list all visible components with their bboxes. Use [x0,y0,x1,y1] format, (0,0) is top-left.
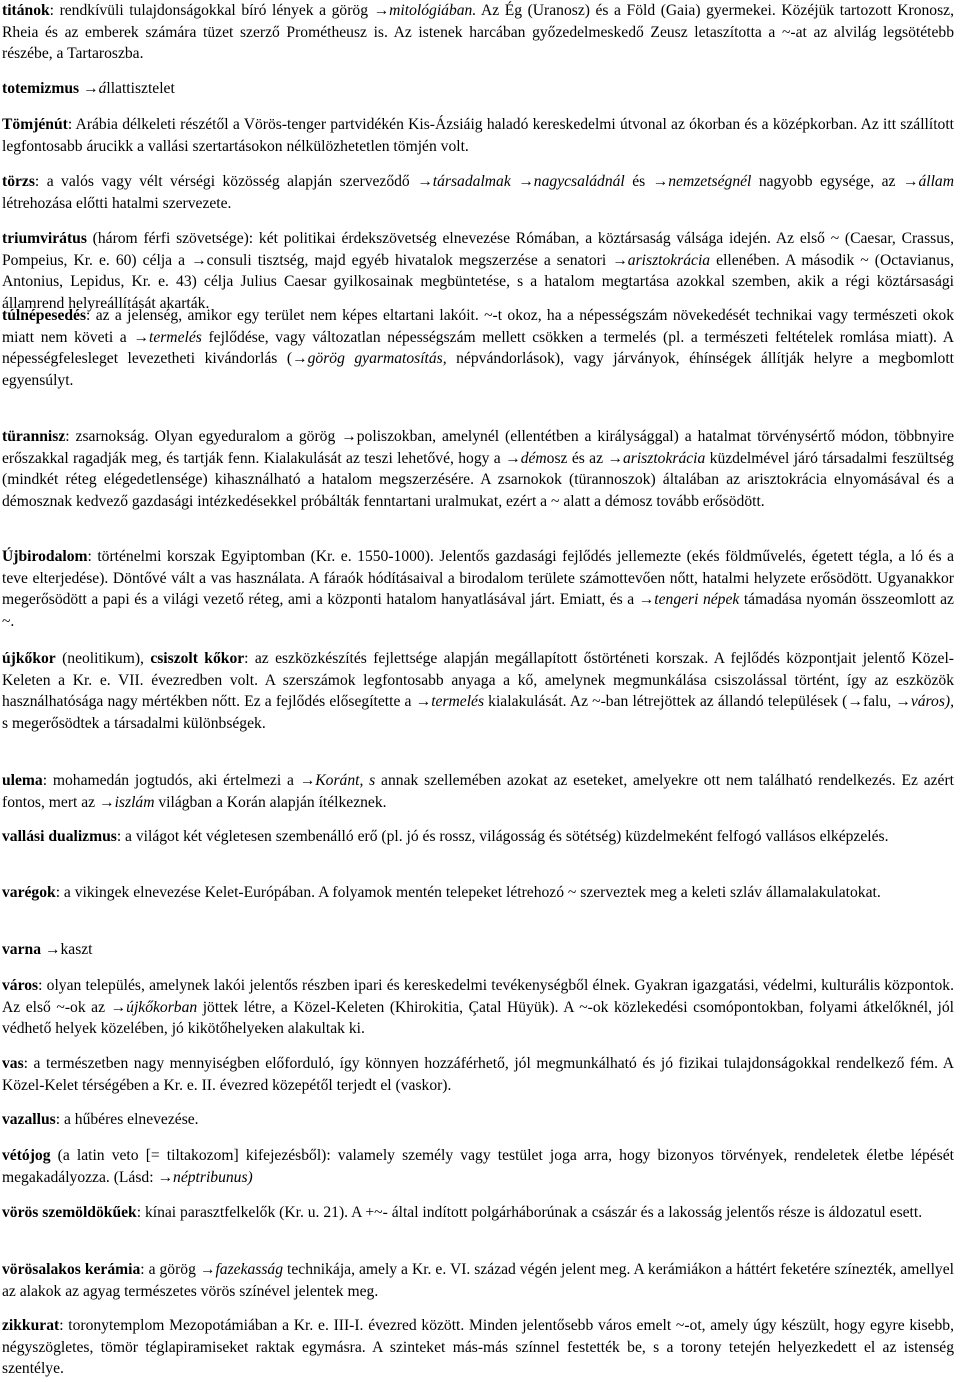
entry-term: ulema [2,772,43,789]
arrow-right-icon: → [415,693,432,711]
arrow-right-icon: → [157,1168,174,1186]
entry-tulnepesedes [2,305,954,391]
arrow-right-icon: → [99,793,115,811]
definition-text: : zsarnokság. Olyan egyeduralom a görög →poliszokban, amelynél (ellentétben a királysággal) a hatalmat törvénysértő módon, többnyire erőszakkal ragadják meg, és tartják fenn. Kialakulását az teszi lehetővé, hogy a [2,428,954,467]
entry-term: vas [2,1055,24,1072]
cross-reference: mitológiában. [389,2,477,19]
definition-text: : Arábia délkeleti részétől a Vörös-tenger partvidékén Kis-Ázsiáig haladó kereskedelmi útvonal az ókorban és a középkorban. Az itt szállított legfontosabb árucikk a vallási szertartásokon nélkülözhetetlen tömjén volt. [2,116,954,155]
entry-vorosalakos-keramia [2,1259,954,1302]
entry-vallasi-dualizmus [2,826,954,848]
arrow-right-icon: → [299,772,316,789]
entry-varegok [2,882,954,904]
entry-term: titánok [2,2,50,19]
entry-term: vörös szemöldökűek [2,1204,137,1221]
entry-torzs [2,171,954,214]
definition-text: fejlődése, vagy változatlan népességszám mellett csökken a termelés (pl. a természeti feltételek romlása miatt). A népességfelesleget levezetheti kivándorlás ( [2,328,954,368]
cross-reference: nemzetségnél [668,173,752,190]
entry-ulema [2,770,954,813]
definition-text: osz és az [546,449,608,467]
definition-text: (a latin veto [= tiltakozom] kifejezésből): valamely személy vagy testület joga arra, hogy bizonyos törvények, rendeletek életbe lépését megakadályozza. (Lásd: [2,1147,954,1186]
definition-text: : rendkívüli tulajdonságokkal bíró lények a görög [49,2,374,19]
arrow-right-icon: → [417,173,433,190]
arrow-right-icon: → [133,328,149,346]
cross-reference: dém [520,449,547,467]
entry-vas [2,1053,954,1096]
definition-text: (neolitikum), [55,650,151,667]
definition-text: Az Ég (Uranosz) és a Föld (Gaia) gyermekei. Közéjük tartozott Kronosz, Rheia és az emberek számára tüzet szerző Prométheusz is. Az istenek harcában győzedelmeskedő Zeusz letaszította a ~-at az alvilág legsötétebb részébe, a Tartaroszba. [2,2,954,63]
definition-text: llattisztelet [106,80,175,97]
entry-voros-szemoldokuek [2,1202,954,1224]
entry-totemizmus [2,78,954,100]
cross-reference: fazekasság [215,1261,284,1278]
cross-reference: termelés [431,693,485,711]
definition-text: : a hűbéres elnevezése. [55,1111,199,1128]
cross-reference: görög gyarmatosítás, [307,350,447,368]
entry-term: totemizmus [2,80,80,97]
definition-text: : az eszközkészítés fejlettsége alapján megállapított őstörténeti korszak. A fejlődés központjait jelentő Közel-Keleten a Kr. e. VII. évezredben volt. A szerszámok legfontosabb anyaga a kő, amelynek megmunkálása csiszolással történt, így az eszközök használhatósága nagy mértékben nőtt. Ez a fejlődés elősegítette a [2,650,954,711]
entry-triumviratus [2,228,954,314]
entry-term: város [2,977,39,994]
cross-reference: termelés [148,328,202,346]
entry-term: Újbirodalom [2,548,88,565]
definition-text: világban a Korán alapján ítélkeznek. [154,793,387,811]
definition-text: : a görög [140,1261,200,1278]
definition-text: : mohamedán jogtudós, aki értelmezi a [42,772,300,789]
arrow-right-icon: → [110,998,127,1016]
cross-reference: arisztokrácia [622,449,706,467]
arrow-right-icon: → [607,449,623,467]
definition-text: létrehozása előtti hatalmi szervezete. [2,194,232,212]
cross-reference: társadalmak [432,173,511,190]
entry-vetojog [2,1145,954,1188]
entry-term: zikkurat [2,1317,60,1334]
definition-text: →kaszt [40,941,93,958]
definition-text: : az a jelenség, amikor egy terület nem képes eltartani lakóit. ~-t okoz, ha a népességszám növekedését technikai vagy természeti okok miatt nem követi a [2,307,954,346]
definition-text: : toronytemplom Mezopotámiában a Kr. e. III-I. évezred között. Minden jelentősebb város emelt ~-ot, amely úgy készült, hogy egyre kisebb, négyszögletes, tömör téglapiramiseket raktak egymásra. A szinteket más-más színnel festették be, s a torony tetején helyezkedett el az istenség szentélye. [2,1317,954,1378]
entry-varna [2,939,954,961]
definition-text: küzdelmével járó társadalmi feszültség (mindkét réteg elégedetlensége) kihasználható a hatalom megszerzésére. A zsarnokok (türannoszok) általában az arisztokrácia elnyomásával és a démosznak kedvező gazdasági intézkedésekkel próbálták fenntartani uralmukat, ezért a ~ alatt a démosz tovább erősödött. [2,449,954,510]
definition-text: kialakulását. Az ~-ban létrejöttek az állandó települések (→falu, [484,693,896,711]
arrow-right-icon: → [510,173,534,190]
entry-term: törzs [2,173,35,190]
entry-term: újkőkor [2,650,56,667]
definition-text: : a világot két végletesen szembenálló erő (pl. jó és rossz, világosság és sötétség) küzdelmeként felfogó vallásos elképzelés. [116,828,889,845]
entry-term: Tömjénút [2,116,68,133]
arrow-right-icon: → [895,693,911,711]
cross-reference: arisztokrácia [627,251,711,269]
cross-reference: iszlám [114,793,155,811]
definition-text: támadása nyomán összeomlott az ~. [2,591,954,630]
definition-text: : történelmi korszak Egyiptomban (Kr. e. 1550-1000). Jelentős gazdasági fejlődés jellemezte (ekés földművelés, égetett tégla, a ló és a teve elterjedése). Döntővé vált a vas használata. A fáraók hódításaival a birodalom területe számottevően nőtt, hatalmi helyzete erősödött. Ugyanakkor megerősödött a papi és a világi vezető réteg, ami a központi hatalom hanyatlásával járt. Emiatt, és a [2,548,954,609]
entry-ujkokor [2,648,954,734]
cross-reference: á [98,80,107,97]
cross-reference: tengeri népek [654,591,740,609]
definition-text: ellenében. A második ~ (Octavianus, Antonius, Lepidus, Kr. e. 43) célja Julius Caesar gyilkosainak megbüntetése, s a hatalom megtartása azokkal szemben, akik a régi köztársasági államrend helyreállítását akarták. [2,251,954,312]
arrow-right-icon: → [373,2,390,19]
definition-text: annak szellemében azokat az eseteket, amelyekre ott nem található rendelkezés. Ez azért fontos, mert az [2,772,954,811]
definition-text: jöttek létre, a Közel-Keleten (Khirokitia, Çatal Hüyük). A ~-ok közlekedési csomópontokban, folyami átkelőknél, jól védhető helyek közelében, jó kikötőhelyeken alakultak ki. [2,998,954,1038]
definition-text: : a vikingek elnevezése Kelet-Európában. A folyamok mentén telepeket létrehozó ~ szerveztek meg a keleti szláv államalakulatokat. [55,884,881,901]
entry-titanok [2,0,954,65]
entry-ujbirodalom [2,546,954,632]
arrow-right-icon: → [612,251,628,269]
entry-term: vazallus [2,1111,56,1128]
entry-term: túlnépesedés [2,307,87,324]
cross-reference: néptribunus) [173,1168,253,1186]
entry-term: varégok [2,884,56,901]
arrow-right-icon: → [638,591,655,609]
arrow-right-icon: → [79,80,99,97]
definition-text: nagyobb egysége, az [751,173,903,190]
definition-text: : kínai parasztfelkelők (Kr. u. 21). A +~- által indított polgárháborúnak a császár és a lakosság jelentős része is áldozatul esett. [136,1204,923,1221]
entry-turannisz [2,426,954,512]
entry-term: vallási dualizmus [2,828,117,845]
arrow-right-icon: → [505,449,521,467]
entry-term: triumvirátus [2,230,87,247]
definition-text: : a természetben nagy mennyiségben előforduló, így könnyen hozzáférhető, jól megmunkálható és jó fizikai tulajdonságokkal rendelkező fém. A Közel-Kelet térségében a Kr. e. II. évezred közepétől terjedt el (vaskor). [2,1055,954,1094]
entry-term: vétójog [2,1147,51,1164]
arrow-right-icon: → [199,1261,216,1278]
arrow-right-icon: → [652,173,669,190]
cross-reference: Koránt, s [315,772,376,789]
arrow-right-icon: → [292,350,308,368]
entry-term: vörösalakos kerámia [2,1261,141,1278]
cross-reference: nagycsaládnál [533,173,625,190]
definition-text: technikája, amely a Kr. e. VI. század végén jelent meg. A kerámiákon a háttért feketére színezték, amellyel az alakok az agyag természetes vörös színével jelentek meg. [2,1261,954,1300]
entry-term: türannisz [2,428,66,445]
definition-text: (három férfi szövetsége): két politikai érdekszövetség elnevezése Rómában, a köztársaság válsága idején. Az első ~ (Caesar, Crassus, Pompeius, Kr. e. 60) célja a →consuli tisztség, majd egyéb hivatalok megszerzése a senatori [2,230,954,269]
cross-reference: állam [918,173,954,190]
entry-term: csiszolt kőkor [150,650,245,667]
cross-reference: város), [910,693,955,711]
definition-text: és [624,173,653,190]
definition-text: népvándorlások), vagy járványok, éhínségek állítják helyre a megbomlott egyensúlyt. [2,350,954,389]
entry-term: varna [2,941,41,958]
entry-varos [2,975,954,1040]
entry-zikkurat [2,1315,954,1380]
entry-tomjenut [2,114,954,157]
definition-text: s megerősödtek a társadalmi különbségek. [2,714,266,732]
definition-text: : a valós vagy vélt vérségi közösség alapján szerveződő [34,173,418,190]
arrow-right-icon: → [902,173,919,190]
cross-reference: újkőkorban [126,998,198,1016]
entry-vazallus [2,1109,954,1131]
definition-text: : olyan település, amelynek lakói jelentős részben ipari és kereskedelmi tevékenységből élnek. Gyakran igazgatási, védelmi, kulturális központok. Az első ~-ok az [2,977,954,1016]
